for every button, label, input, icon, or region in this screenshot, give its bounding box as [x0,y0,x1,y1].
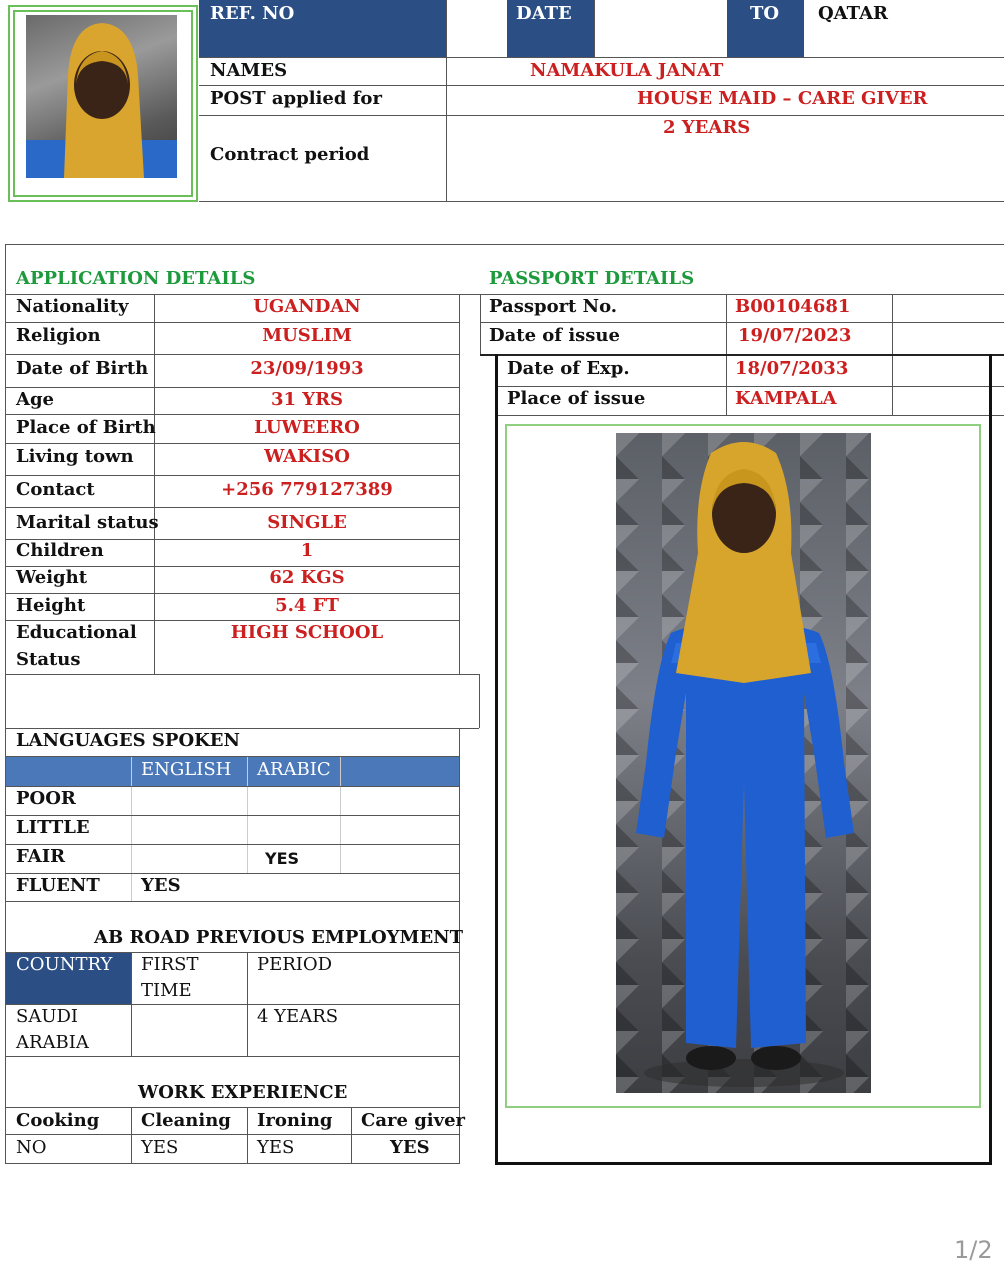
work-value-ironing: YES [257,1137,295,1158]
employment-col-country: COUNTRY [16,954,113,975]
app-label-height: Height [16,595,86,616]
applicant-full-body-photo [616,433,871,1093]
lang-col-english: ENGLISH [141,759,232,780]
post-value: HOUSE MAID – CARE GIVER [637,88,928,109]
contract-value: 2 YEARS [663,117,751,138]
to-value: QATAR [818,3,888,24]
lang-col-arabic: ARABIC [257,759,331,780]
employment-country-saudi: SAUDI [16,1006,79,1027]
app-value-place-of-birth: LUWEERO [254,417,360,438]
languages-title: LANGUAGES SPOKEN [16,730,240,751]
app-value-educational: HIGH SCHOOL [230,622,384,643]
lang-row-fair: FAIR [16,846,66,867]
date-label: DATE [516,3,572,24]
work-value-care-giver: YES [390,1137,430,1158]
to-label: TO [750,3,780,24]
employment-period-value: 4 YEARS [257,1006,339,1027]
employment-country-arabia: ARABIA [16,1032,89,1053]
app-value-children: 1 [300,540,314,561]
portrait-illustration [26,15,177,178]
application-details-title: APPLICATION DETAILS [16,268,256,289]
app-label-contact: Contact [16,479,95,500]
app-value-nationality: UGANDAN [253,296,361,317]
contract-label: Contract period [210,144,370,165]
work-value-cooking: NO [16,1137,47,1158]
employment-col-period: PERIOD [257,954,333,975]
app-label-marital-status: Marital status [16,512,159,533]
app-value-age: 31 YRS [270,389,344,410]
passport-label-place-of-issue: Place of issue [507,388,646,409]
employment-col-first: FIRST [141,954,199,975]
app-value-weight: 62 KGS [269,567,345,588]
app-label-educational-status: Status [16,649,81,670]
lang-row-poor: POOR [16,788,76,809]
app-value-contact: +256 779127389 [221,479,393,500]
work-value-cleaning: YES [141,1137,179,1158]
passport-value-place-of-issue: KAMPALA [735,388,837,409]
app-label-nationality: Nationality [16,296,129,317]
post-label: POST applied for [210,88,382,109]
lang-fluent-english-value: YES [141,875,181,896]
app-label-religion: Religion [16,325,101,346]
app-value-marital-status: SINGLE [267,512,347,533]
passport-value-number: B00104681 [735,296,851,317]
lang-row-little: LITTLE [16,817,90,838]
app-value-height: 5.4 FT [275,595,339,616]
work-header-cooking: Cooking [16,1110,100,1131]
names-label: NAMES [210,60,288,81]
lang-fair-arabic-value: YES [265,849,300,868]
page-indicator: 1/2 [954,1236,993,1264]
passport-label-issue-date: Date of issue [489,325,620,346]
app-label-age: Age [16,389,55,410]
work-header-cleaning: Cleaning [141,1110,231,1131]
lang-row-fluent: FLUENT [16,875,100,896]
passport-value-expiry-date: 18/07/2033 [735,358,849,379]
employment-col-first-time: TIME [141,980,192,1001]
app-value-living-town: WAKISO [264,446,350,467]
full-body-illustration [616,433,871,1093]
languages-header-bar [6,757,459,786]
app-label-place-of-birth: Place of Birth [16,417,156,438]
app-label-weight: Weight [16,567,88,588]
app-label-educational: Educational [16,622,137,643]
passport-label-expiry-date: Date of Exp. [507,358,630,379]
passport-value-issue-date: 19/07/2023 [738,325,852,346]
passport-details-title: PASSPORT DETAILS [489,268,695,289]
employment-title: AB ROAD PREVIOUS EMPLOYMENT [94,927,464,948]
app-value-religion: MUSLIM [262,325,352,346]
names-value: NAMAKULA JANAT [530,60,724,81]
app-label-dob: Date of Birth [16,358,149,379]
work-header-care-giver: Care giver [361,1110,466,1131]
app-label-children: Children [16,540,104,561]
work-experience-title: WORK EXPERIENCE [138,1082,348,1103]
work-header-ironing: Ironing [257,1110,333,1131]
applicant-portrait-photo [26,15,177,178]
app-value-dob: 23/09/1993 [250,358,364,379]
app-label-living-town: Living town [16,446,134,467]
ref-label: REF. NO [210,3,295,24]
passport-label-number: Passport No. [489,296,618,317]
